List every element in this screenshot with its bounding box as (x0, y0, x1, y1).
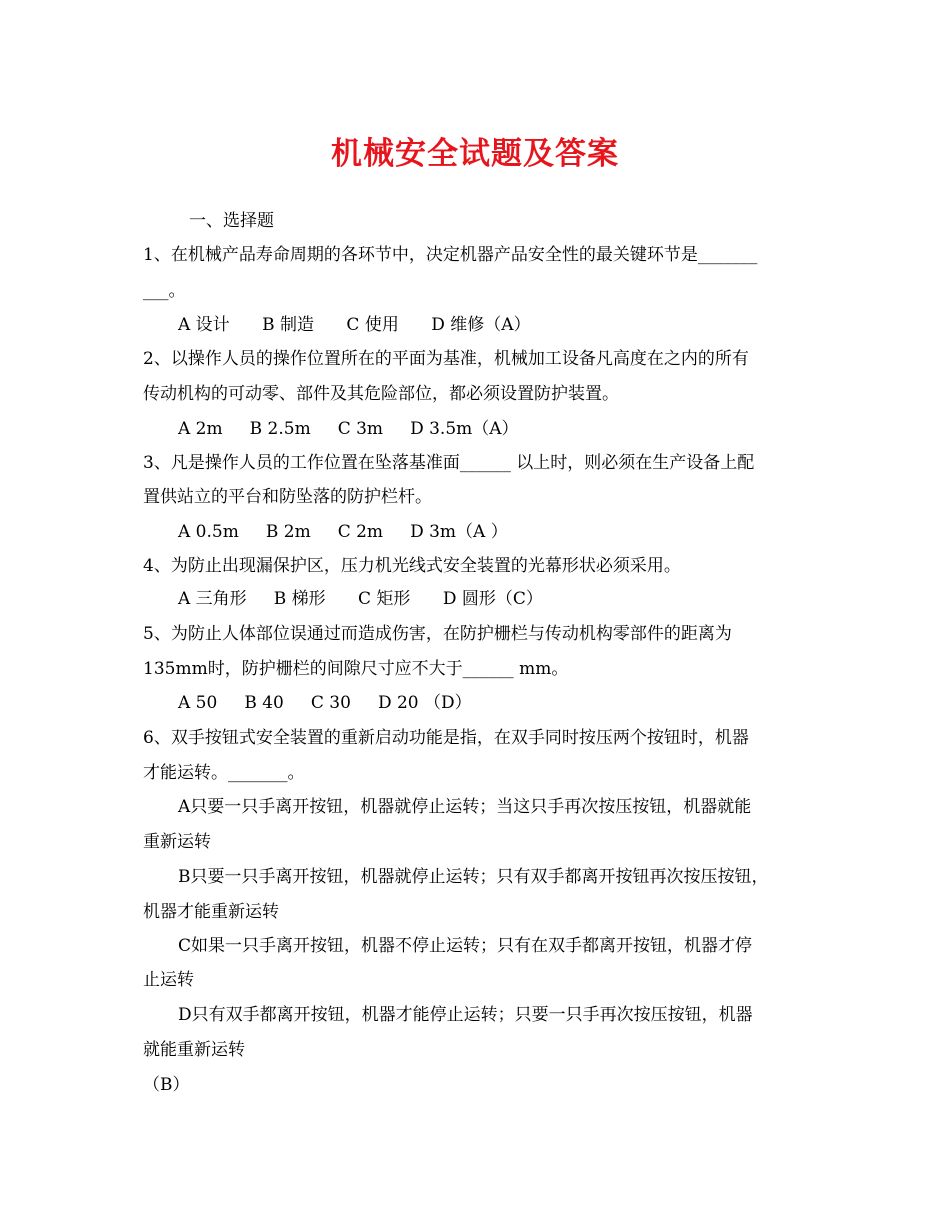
section-heading: 一、选择题 (189, 211, 274, 231)
question-1-line-2: ___。 (143, 281, 186, 301)
question-3-line-2: 置供站立的平台和防坠落的防护栏杆。 (143, 487, 432, 507)
question-6-choice-d-line-2: 就能重新运转 (143, 1040, 245, 1060)
question-6-choice-b-line-2: 机器才能重新运转 (143, 902, 279, 922)
question-1-line-1: 1、在机械产品寿命周期的各环节中，决定机器产品安全性的最关键环节是_______ (143, 245, 758, 265)
question-3-line-1: 3、凡是操作人员的工作位置在坠落基准面______ 以上时，则必须在生产设备上配 (143, 453, 755, 473)
question-6-choice-d-line-1: D只有双手都离开按钮，机器才能停止运转；只要一只手再次按压按钮，机器 (178, 1005, 753, 1025)
question-6-choice-a-line-1: A只要一只手离开按钮，机器就停止运转；当这只手再次按压按钮，机器就能 (178, 797, 752, 817)
question-2-line-2: 传动机构的可动零、部件及其危险部位，都必须设置防护装置。 (143, 384, 619, 404)
question-6-line-2: 才能运转。_______。 (143, 763, 305, 783)
question-2-line-1: 2、以操作人员的操作位置所在的平面为基准，机械加工设备凡高度在之内的所有 (143, 349, 749, 369)
question-6-choice-b-line-1: B只要一只手离开按钮，机器就停止运转；只有双手都离开按钮再次按压按钮， (178, 867, 769, 887)
question-2-options: A 2m B 2.5m C 3m D 3.5m（A） (178, 419, 519, 439)
question-6-line-1: 6、双手按钮式安全装置的重新启动功能是指，在双手同时按压两个按钮时，机器 (143, 728, 749, 748)
question-6-choice-a-line-2: 重新运转 (143, 832, 211, 852)
question-1-options: A 设计 B 制造 C 使用 D 维修（A） (178, 315, 531, 335)
question-4-options: A 三角形 B 梯形 C 矩形 D 圆形（C） (178, 589, 543, 609)
question-5-options: A 50 B 40 C 30 D 20 （D） (178, 693, 472, 713)
question-5-line-1: 5、为防止人体部位误通过而造成伤害，在防护栅栏与传动机构零部件的距离为 (143, 624, 732, 644)
question-3-options: A 0.5m B 2m C 2m D 3m（A ） (178, 522, 508, 542)
question-5-line-2: 135mm时，防护栅栏的间隙尺寸应不大于______ mm。 (143, 659, 569, 679)
document-title: 机械安全试题及答案 (331, 136, 619, 172)
question-6-answer: （B） (143, 1075, 190, 1095)
question-6-choice-c-line-2: 止运转 (143, 970, 194, 990)
question-4-line-1: 4、为防止出现漏保护区，压力机光线式安全装置的光幕形状必须采用。 (143, 556, 681, 576)
question-6-choice-c-line-1: C如果一只手离开按钮，机器不停止运转；只有在双手都离开按钮，机器才停 (178, 936, 753, 956)
